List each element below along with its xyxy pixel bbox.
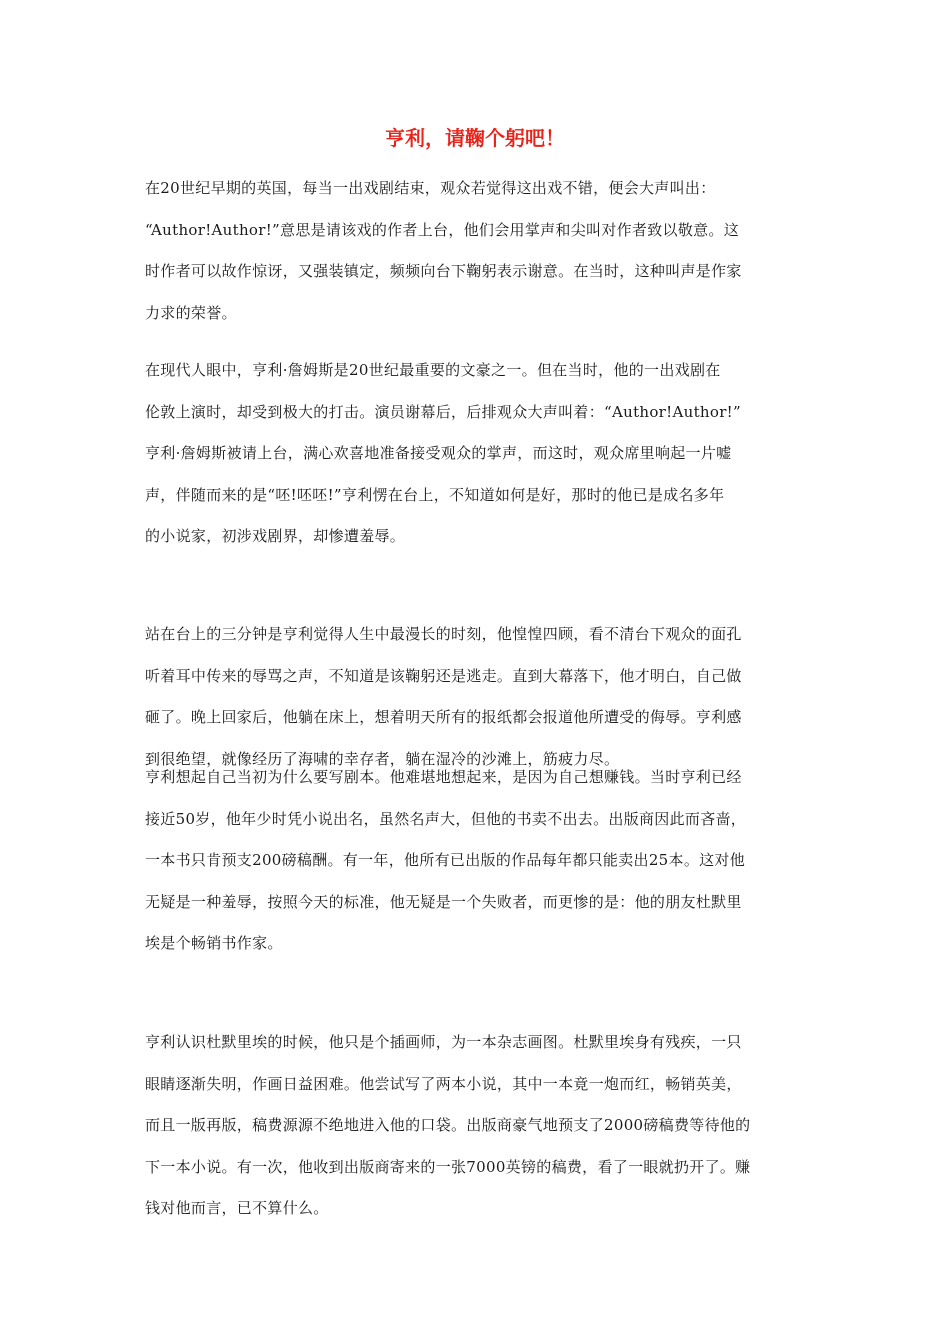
text-line: 声，伴随而来的是“呸!呸呸!”亨利愣在台上，不知道如何是好，那时的他已是成名多年: [145, 485, 725, 504]
text-line: 而且一版再版，稿费源源不绝地进入他的口袋。出版商豪气地预支了2000磅稿费等待他的: [145, 1116, 751, 1134]
text-line: 力求的荣誉。: [145, 303, 237, 322]
text-line: 下一本小说。有一次，他收到出版商寄来的一张7000英镑的稿费，看了一眼就扔开了。赚: [145, 1157, 751, 1176]
text-line: 亨利认识杜默里埃的时候，他只是个插画师，为一本杂志画图。杜默里埃身有残疾，一只: [145, 1033, 742, 1051]
text-line: 接近50岁，他年少时凭小说出名，虽然名声大，但他的书卖不出去。出版商因此而吝啬，: [145, 809, 747, 828]
text-line: 钱对他而言，已不算什么。: [145, 1199, 329, 1217]
text-line: 砸了。晚上回家后，他躺在床上，想着明天所有的报纸都会报道他所遭受的侮辱。亨利感: [145, 708, 742, 726]
paragraph-2: [145, 350, 810, 558]
text-line: 亨利·詹姆斯被请上台，满心欢喜地准备接受观众的掌声，而这时，观众席里响起一片嘘: [145, 444, 732, 462]
text-line: 听着耳中传来的辱骂之声，不知道是该鞠躬还是逃走。直到大幕落下，他才明白，自己做: [145, 666, 742, 685]
article-title: 亨利，请鞠个躬吧！: [385, 126, 565, 150]
text-line: 时作者可以故作惊讶，又强装镇定，频频向台下鞠躬表示谢意。在当时，这种叫声是作家: [145, 262, 742, 280]
text-line: 的小说家，初涉戏剧界，却惨遭羞辱。: [145, 527, 406, 545]
paragraph-5: [145, 1022, 810, 1230]
text-line: 在20世纪早期的英国，每当一出戏剧结束，观众若觉得这出戏不错，便会大声叫出：: [145, 179, 716, 197]
text-line: 亨利想起自己当初为什么要写剧本。他难堪地想起来，是因为自己想赚钱。当时亨利已经: [145, 768, 742, 786]
text-line: “Author!Author!”意思是请该戏的作者上台，他们会用掌声和尖叫对作者致以敬意。这: [145, 220, 740, 239]
text-line: 在现代人眼中，亨利·詹姆斯是20世纪最重要的文豪之一。但在当时，他的一出戏剧在: [145, 361, 721, 379]
text-line: 无疑是一种羞辱，按照今天的标准，他无疑是一个失败者，而更惨的是：他的朋友杜默里: [145, 892, 742, 911]
text-line: 一本书只肯预支200磅稿酬。有一年，他所有已出版的作品每年都只能卖出25本。这对他: [145, 851, 746, 869]
paragraph-3: [145, 614, 810, 780]
text-line: 埃是个畅销书作家。: [145, 934, 283, 952]
text-line: 到很绝望，就像经历了海啸的幸存者，躺在湿冷的沙滩上，筋疲力尽。: [145, 749, 620, 768]
text-line: 伦敦上演时，却受到极大的打击。演员谢幕后，后排观众大声叫着：“Author!Author!”: [145, 402, 741, 421]
paragraph-1: [145, 168, 810, 334]
text-line: 站在台上的三分钟是亨利觉得人生中最漫长的时刻，他惶惶四顾，看不清台下观众的面孔: [145, 625, 742, 643]
text-line: 眼睛逐渐失明，作画日益困难。他尝试写了两本小说，其中一本竟一炮而红，畅销英美，: [145, 1074, 742, 1093]
paragraph-4: [145, 757, 810, 965]
